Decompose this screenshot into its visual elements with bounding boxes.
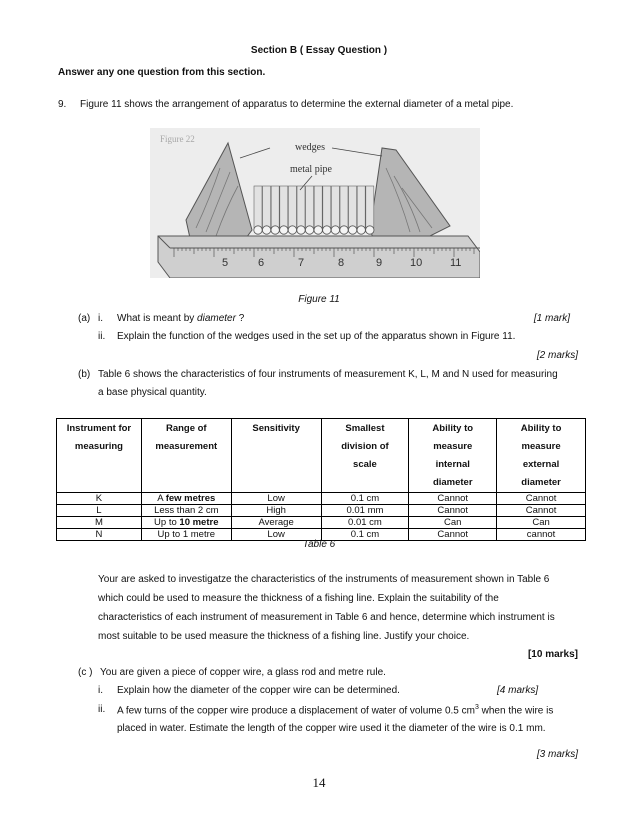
metal-pipe	[297, 186, 305, 230]
ruler-number: 10	[410, 257, 423, 269]
metal-pipe	[331, 186, 339, 230]
instruction: Answer any one question from this section.	[58, 67, 266, 78]
cell-division: 0.1 cm	[321, 529, 409, 541]
cell-external: Cannot	[497, 493, 586, 505]
part-a-i-marks: [1 mark]	[533, 313, 570, 324]
header-instrument: Instrument for measuring	[57, 419, 142, 493]
part-b-label: (b)	[78, 369, 91, 380]
metal-pipe	[288, 186, 296, 230]
metal-pipe	[323, 186, 331, 230]
cell-sensitivity: Low	[231, 493, 321, 505]
part-c-i-number: i.	[98, 685, 103, 696]
part-a-ii-question: Explain the function of the wedges used in the set up of the apparatus shown in Figure 11.	[117, 331, 516, 342]
metal-pipe-end	[340, 226, 348, 234]
cell-division: 0.01 cm	[321, 517, 409, 529]
header-internal-diameter: Ability to measure internal diameter	[409, 419, 497, 493]
cell-instrument: L	[57, 505, 142, 517]
part-b-marks: [10 marks]	[527, 649, 578, 660]
part-c-ii-number: ii.	[98, 704, 106, 715]
table-6	[56, 418, 586, 541]
ruler-number: 5	[222, 257, 229, 269]
metal-pipe-end	[288, 226, 296, 234]
part-c-i-question: Explain how the diameter of the copper wire can be determined.	[117, 685, 400, 696]
part-c-label: (c )	[78, 667, 93, 678]
metal-pipe	[314, 186, 322, 230]
part-a-i-question: What is meant by diameter ?	[117, 313, 245, 324]
label-wedges: wedges	[295, 142, 325, 153]
metal-pipe-end	[280, 226, 288, 234]
figure-faint-label: Figure 22	[160, 134, 195, 144]
metal-pipe-end	[331, 226, 339, 234]
cell-sensitivity: Average	[231, 517, 321, 529]
part-a-ii-number: ii.	[98, 331, 106, 342]
ruler-number: 11	[450, 257, 462, 269]
cell-range: A few metres	[141, 493, 231, 505]
cell-instrument: M	[57, 517, 142, 529]
header-range: Range of measurement	[141, 419, 231, 493]
part-b-text-line: a base physical quantity.	[98, 387, 207, 398]
metal-pipe-end	[366, 226, 374, 234]
metal-pipe	[357, 186, 365, 230]
metal-pipe-end	[297, 226, 305, 234]
part-a-i-number: i.	[98, 313, 103, 324]
metal-pipe-end	[254, 226, 262, 234]
metal-pipe	[263, 186, 271, 230]
part-c-intro: You are given a piece of copper wire, a glass rod and metre rule.	[100, 667, 386, 678]
metal-pipes	[254, 186, 374, 234]
ruler-number: 6	[258, 257, 265, 269]
cell-sensitivity: High	[231, 505, 321, 517]
table-row	[57, 505, 586, 517]
header-smallest-division: Smallest division of scale	[321, 419, 409, 493]
cell-internal: Cannot	[409, 505, 497, 517]
table-row	[57, 493, 586, 505]
header-external-diameter: Ability to measure external diameter	[497, 419, 586, 493]
metal-pipe	[340, 186, 348, 230]
question-intro: Figure 11 shows the arrangement of apparatus to determine the external diameter of a metal pipe.	[80, 99, 514, 110]
part-b-text-line: Table 6 shows the characteristics of four instruments of measurement K, L, M and N used for measuring	[98, 369, 558, 380]
figure-caption: Figure 11	[298, 294, 340, 305]
label-metal-pipe: metal pipe	[290, 164, 332, 175]
page-number: 14	[312, 775, 326, 790]
ruler-number: 9	[376, 257, 383, 269]
ruler-number: 8	[338, 257, 345, 269]
part-c-ii-question-line: placed in water. Estimate the length of the copper wire used it the diameter of the wire is 0.1 mm.	[117, 723, 546, 734]
part-b-paragraph-line: characteristics of each instrument of measurement in Table 6 and hence, determine which instrument is	[98, 612, 555, 623]
cell-range: Less than 2 cm	[141, 505, 231, 517]
table-caption: Table 6	[302, 539, 336, 550]
metal-pipe-end	[262, 226, 270, 234]
part-c-ii-marks: [3 marks]	[536, 749, 578, 760]
ruler-number: 7	[298, 257, 305, 269]
cell-range: Up to 10 metre	[141, 517, 231, 529]
cell-instrument: K	[57, 493, 142, 505]
cell-division: 0.01 mm	[321, 505, 409, 517]
part-b-paragraph-line: which could be used to measure the thickness of a fishing line. Explain the suitability of the	[98, 593, 499, 604]
cell-division: 0.1 cm	[321, 493, 409, 505]
part-c-ii-question-line: A few turns of the copper wire produce a displacement of water of volume 0.5 $cm^3$ when the wire is	[117, 704, 554, 717]
cell-internal: Cannot	[409, 493, 497, 505]
cell-instrument: N	[57, 529, 142, 541]
table-row	[57, 517, 586, 529]
part-b-paragraph-line: Your are asked to investigatze the characteristics of the instruments of measurement shown in Table 6	[98, 574, 550, 585]
metal-pipe-end	[348, 226, 356, 234]
header-sensitivity: Sensitivity	[231, 419, 321, 493]
metal-pipe	[271, 186, 279, 230]
cell-sensitivity: Low	[231, 529, 321, 541]
metal-pipe	[366, 186, 374, 230]
metal-pipe	[306, 186, 314, 230]
metal-pipe-end	[305, 226, 313, 234]
metal-pipe-end	[314, 226, 322, 234]
part-a-ii-marks: [2 marks]	[536, 350, 578, 361]
cell-external: Can	[497, 517, 586, 529]
part-a-label: (a)	[78, 313, 91, 324]
metal-pipe	[349, 186, 357, 230]
metal-pipe	[254, 186, 262, 230]
metal-pipe-end	[357, 226, 365, 234]
metal-pipe-end	[271, 226, 279, 234]
cell-external: Cannot	[497, 505, 586, 517]
ruler	[158, 236, 480, 278]
part-b-paragraph-line: most suitable to be used measure the thickness of a fishing line. Justify your choice.	[98, 631, 470, 642]
cell-range: Up to 1 metre	[141, 529, 231, 541]
section-title: Section B ( Essay Question )	[250, 45, 388, 56]
metal-pipe	[280, 186, 288, 230]
table-header-row	[57, 419, 586, 493]
cell-internal: Can	[409, 517, 497, 529]
question-number: 9.	[58, 99, 67, 110]
metal-pipe-end	[323, 226, 331, 234]
part-c-i-marks: [4 marks]	[497, 685, 539, 696]
cell-internal: Cannot	[409, 529, 497, 541]
cell-external: cannot	[497, 529, 586, 541]
figure-11-apparatus	[150, 128, 480, 278]
